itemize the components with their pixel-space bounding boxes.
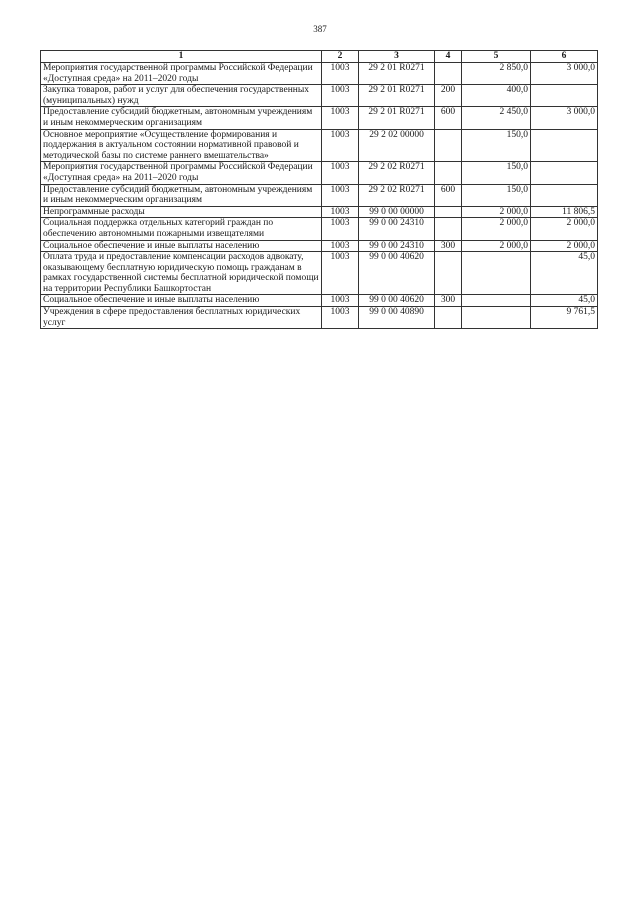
table-row [41, 218, 598, 240]
column-header: 1 [41, 51, 322, 63]
target-code: 99 0 00 40620 [359, 295, 435, 307]
expense-type [435, 162, 462, 184]
amount-col5: 2 850,0 [462, 63, 531, 85]
amount-col5: 150,0 [462, 162, 531, 184]
expense-type [435, 206, 462, 218]
expense-name: Мероприятия государственной программы Российской Федерации «Доступная среда» на 2011–2020 годы [41, 162, 322, 184]
table-row [41, 85, 598, 107]
amount-col5: 150,0 [462, 129, 531, 162]
expense-type: 300 [435, 240, 462, 252]
expense-type [435, 63, 462, 85]
expense-type [435, 307, 462, 329]
expense-name: Учреждения в сфере предоставления бесплатных юридических услуг [41, 307, 322, 329]
column-header: 4 [435, 51, 462, 63]
table-row [41, 240, 598, 252]
column-header: 6 [531, 51, 598, 63]
section-code: 1003 [322, 129, 359, 162]
amount-col5: 2 000,0 [462, 218, 531, 240]
amount-col5 [462, 252, 531, 295]
amount-col6: 45,0 [531, 252, 598, 295]
amount-col5: 2 000,0 [462, 240, 531, 252]
target-code: 29 2 01 R0271 [359, 107, 435, 129]
target-code: 29 2 02 R0271 [359, 184, 435, 206]
expense-type: 300 [435, 295, 462, 307]
page-number: 387 [313, 24, 327, 34]
section-code: 1003 [322, 240, 359, 252]
amount-col5: 2 450,0 [462, 107, 531, 129]
expense-name: Социальная поддержка отдельных категорий граждан по обеспечению автономными пожарными извещателями [41, 218, 322, 240]
table-row [41, 162, 598, 184]
expense-name: Предоставление субсидий бюджетным, автономным учреждениям и иным некоммерческим организациям [41, 107, 322, 129]
section-code: 1003 [322, 162, 359, 184]
table-row [41, 295, 598, 307]
amount-col5 [462, 307, 531, 329]
column-header: 3 [359, 51, 435, 63]
target-code: 29 2 02 00000 [359, 129, 435, 162]
amount-col6: 3 000,0 [531, 107, 598, 129]
expense-type: 600 [435, 184, 462, 206]
table-row [41, 63, 598, 85]
amount-col6 [531, 85, 598, 107]
expense-name: Социальное обеспечение и иные выплаты населению [41, 295, 322, 307]
expense-name: Оплата труда и предоставление компенсации расходов адвокату, оказывающему бесплатную юридическую помощь гражданам в рамках государственной системы бесплатной юридической помощи на территории Республики Башкортостан [41, 252, 322, 295]
expense-type: 600 [435, 107, 462, 129]
table-row [41, 129, 598, 162]
amount-col6: 2 000,0 [531, 218, 598, 240]
table-row [41, 252, 598, 295]
amount-col6 [531, 129, 598, 162]
amount-col5 [462, 295, 531, 307]
target-code: 29 2 01 R0271 [359, 63, 435, 85]
amount-col6 [531, 162, 598, 184]
expense-type [435, 129, 462, 162]
expense-name: Социальное обеспечение и иные выплаты населению [41, 240, 322, 252]
amount-col6 [531, 184, 598, 206]
expense-name: Предоставление субсидий бюджетным, автономным учреждениям и иным некоммерческим организациям [41, 184, 322, 206]
target-code: 99 0 00 24310 [359, 240, 435, 252]
section-code: 1003 [322, 184, 359, 206]
table-row [41, 206, 598, 218]
budget-table [40, 50, 598, 329]
expense-name: Закупка товаров, работ и услуг для обеспечения государственных (муниципальных) нужд [41, 85, 322, 107]
table-row [41, 184, 598, 206]
expense-name: Мероприятия государственной программы Российской Федерации «Доступная среда» на 2011–2020 годы [41, 63, 322, 85]
amount-col5: 2 000,0 [462, 206, 531, 218]
amount-col6: 45,0 [531, 295, 598, 307]
amount-col6: 3 000,0 [531, 63, 598, 85]
table-row [41, 307, 598, 329]
expense-type [435, 218, 462, 240]
amount-col6: 9 761,5 [531, 307, 598, 329]
section-code: 1003 [322, 307, 359, 329]
target-code: 29 2 01 R0271 [359, 85, 435, 107]
target-code: 99 0 00 24310 [359, 218, 435, 240]
column-header: 2 [322, 51, 359, 63]
target-code: 99 0 00 40620 [359, 252, 435, 295]
expense-name: Основное мероприятие «Осуществление формирования и поддержания в актуальном состоянии нормативной правовой и методической базы по системе раннего вмешательства» [41, 129, 322, 162]
expense-type: 200 [435, 85, 462, 107]
section-code: 1003 [322, 252, 359, 295]
section-code: 1003 [322, 107, 359, 129]
amount-col6: 2 000,0 [531, 240, 598, 252]
section-code: 1003 [322, 218, 359, 240]
target-code: 99 0 00 00000 [359, 206, 435, 218]
section-code: 1003 [322, 295, 359, 307]
expense-type [435, 252, 462, 295]
section-code: 1003 [322, 63, 359, 85]
amount-col5: 400,0 [462, 85, 531, 107]
table-row [41, 107, 598, 129]
table-header-row [41, 51, 598, 63]
target-code: 29 2 02 R0271 [359, 162, 435, 184]
section-code: 1003 [322, 85, 359, 107]
section-code: 1003 [322, 206, 359, 218]
amount-col5: 150,0 [462, 184, 531, 206]
column-header: 5 [462, 51, 531, 63]
amount-col6: 11 806,5 [531, 206, 598, 218]
target-code: 99 0 00 40890 [359, 307, 435, 329]
expense-name: Непрограммные расходы [41, 206, 322, 218]
